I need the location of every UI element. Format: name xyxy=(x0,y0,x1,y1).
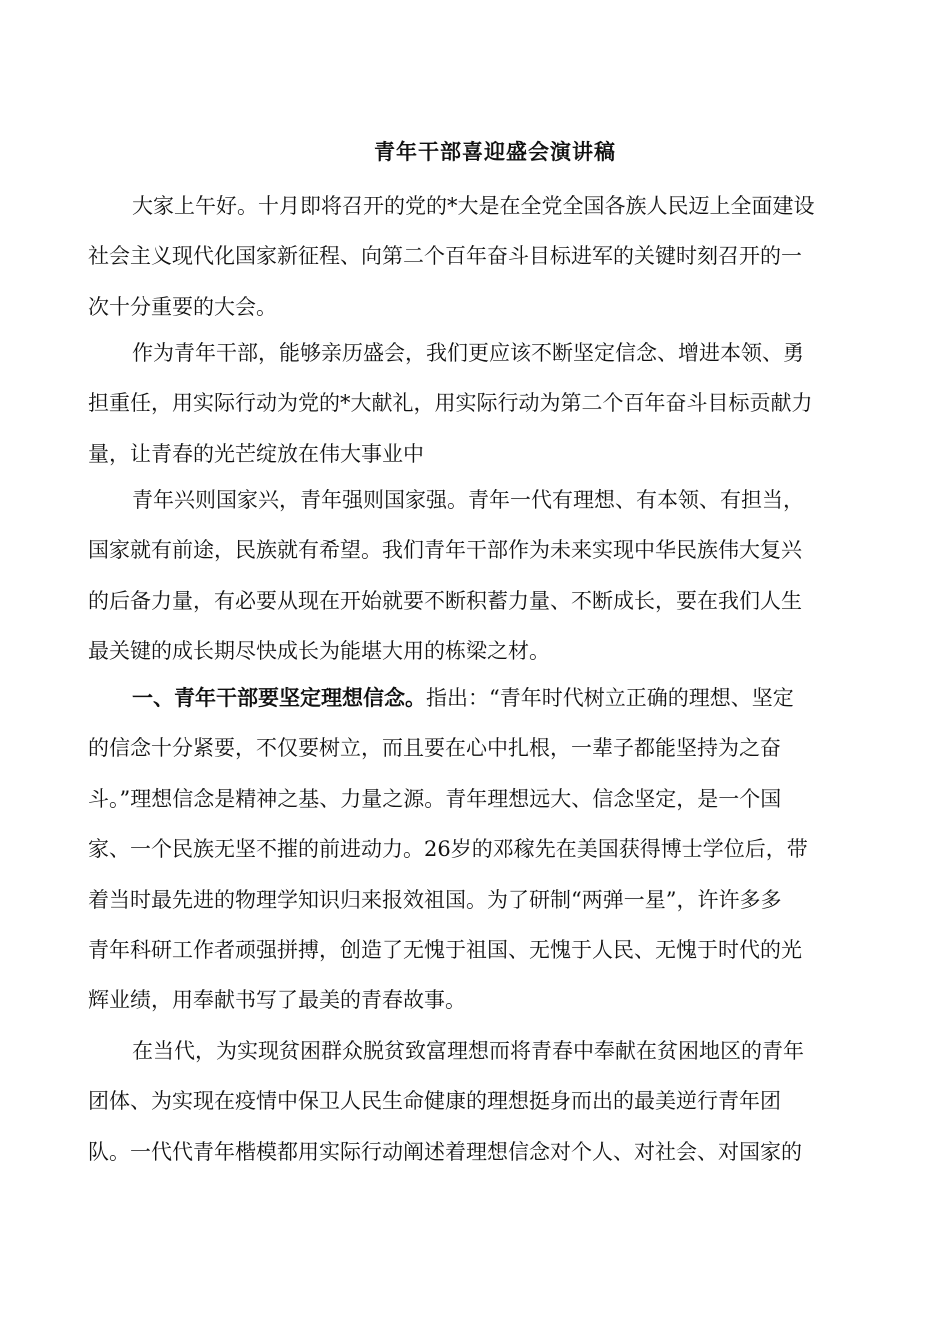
paragraph-line: 担重任，用实际行动为党的*大献礼，用实际行动为第二个百年奋斗目标贡献力 xyxy=(88,391,813,416)
paragraph-3 xyxy=(88,475,858,677)
paragraph-line: 辉业绩，用奉献书写了最美的青春故事。 xyxy=(88,988,466,1013)
paragraph-line: 的后备力量，有必要从现在开始就要不断积蓄力量、不断成长，要在我们人生 xyxy=(88,588,802,613)
paragraph-text: 指出：“青年时代树立正确的理想、坚定 xyxy=(426,686,794,710)
paragraph-line: 的信念十分紧要，不仅要树立，而且要在心中扎根，一辈子都能坚持为之奋 xyxy=(88,736,781,761)
paragraph-line: 在当代，为实现贫困群众脱贫致富理想而将青春中奉献在贫困地区的青年 xyxy=(132,1039,804,1063)
paragraph-line: 作为青年干部，能够亲历盛会，我们更应该不断坚定信念、增进本领、勇 xyxy=(132,341,804,365)
paragraph-4 xyxy=(88,673,858,1026)
paragraph-1 xyxy=(88,181,858,332)
paragraph-line: 团体、为实现在疫情中保卫人民生命健康的理想挺身而出的最美逆行青年团 xyxy=(88,1089,781,1114)
paragraph-2 xyxy=(88,328,858,479)
paragraph-line: 次十分重要的大会。 xyxy=(88,294,277,319)
paragraph-line: 社会主义现代化国家新征程、向第二个百年奋斗目标进军的关键时刻召开的一 xyxy=(88,244,802,269)
paragraph-line: 最关键的成长期尽快成长为能堪大用的栋梁之材。 xyxy=(88,639,550,664)
document-title: 青年干部喜迎盛会演讲稿 xyxy=(374,139,616,164)
paragraph-5 xyxy=(88,1026,858,1177)
paragraph-line: 斗。”理想信念是精神之基、力量之源。青年理想远大、信念坚定，是一个国 xyxy=(88,786,782,811)
paragraph-line: 量，让青春的光芒绽放在伟大事业中 xyxy=(88,441,424,466)
paragraph-line: 着当时最先进的物理学知识归来报效祖国。为了研制“两弹一星”，许许多多 xyxy=(88,887,782,912)
paragraph-line: 青年科研工作者顽强拼搏，创造了无愧于祖国、无愧于人民、无愧于时代的光 xyxy=(88,938,802,963)
paragraph-line: 家、一个民族无坚不摧的前进动力。26岁的邓稼先在美国获得博士学位后，带 xyxy=(88,837,808,862)
paragraph-line: 大家上午好。十月即将召开的党的*大是在全党全国各族人民迈上全面建设 xyxy=(132,194,815,218)
paragraph-line: 青年兴则国家兴，青年强则国家强。青年一代有理想、有本领、有担当， xyxy=(132,488,804,512)
paragraph-first-line xyxy=(88,673,858,723)
section-heading: 一、青年干部要坚定理想信念。 xyxy=(132,685,426,710)
paragraph-line: 队。一代代青年楷模都用实际行动阐述着理想信念对个人、对社会、对国家的 xyxy=(88,1139,802,1164)
paragraph-line: 国家就有前途，民族就有希望。我们青年干部作为未来实现中华民族伟大复兴 xyxy=(88,538,802,563)
